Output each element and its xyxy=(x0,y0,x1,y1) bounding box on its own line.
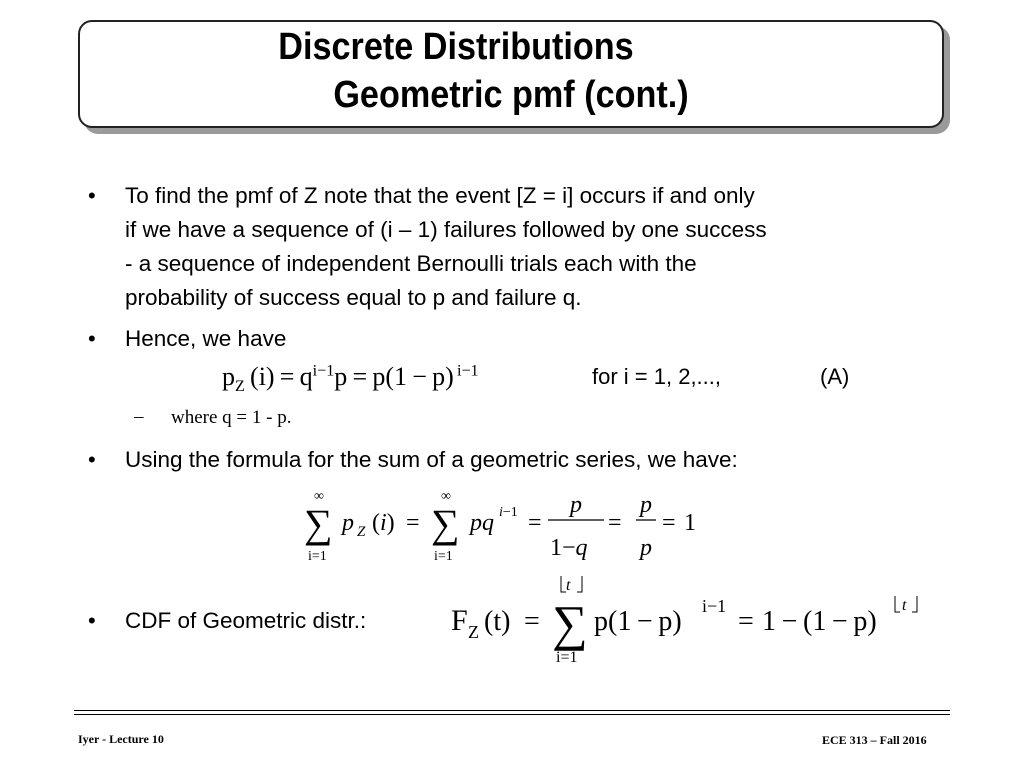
bullet-1-line-3: - a sequence of independent Bernoulli trials each with the xyxy=(125,251,697,276)
svg-text:=: = xyxy=(406,510,420,536)
svg-text:i=1: i=1 xyxy=(308,549,327,564)
sub-bullet-dash: – xyxy=(134,406,144,427)
svg-text:i=1: i=1 xyxy=(556,649,578,666)
bullet-1-line-2: if we have a sequence of (i – 1) failures followed by one success xyxy=(125,217,767,242)
svg-text:∞: ∞ xyxy=(441,489,451,504)
bullet-marker: • xyxy=(88,183,96,208)
pmf-equation: $p_Z$ $(i) = q^{i-1}p = p(1 - p)$ $^{i-1}$ xyxy=(222,362,479,396)
svg-text:F: F xyxy=(451,604,468,637)
svg-text:p: p xyxy=(640,492,652,518)
svg-text:1 − (1 − p): 1 − (1 − p) xyxy=(762,606,877,637)
footer-left: Iyer - Lecture 10 xyxy=(78,732,164,746)
svg-text:∑: ∑ xyxy=(304,501,333,546)
svg-text:i=1: i=1 xyxy=(434,549,453,564)
bullet-marker: • xyxy=(88,608,96,633)
bullet-marker: • xyxy=(88,447,96,472)
svg-text:Z: Z xyxy=(468,622,479,642)
footer-divider xyxy=(74,710,950,711)
svg-text:p(1 − p): p(1 − p) xyxy=(594,606,682,637)
svg-text:p: p xyxy=(342,510,354,536)
svg-text:p: p xyxy=(570,492,582,518)
bullet-2-text: Hence, we have xyxy=(125,326,287,351)
bullet-4-text: CDF of Geometric distr.: xyxy=(125,608,367,633)
svg-text:=: = xyxy=(738,606,754,637)
svg-text:Z: Z xyxy=(357,524,366,540)
sub-bullet-text: where q = 1 - p. xyxy=(171,407,292,428)
slide-title: Discrete Distributions xyxy=(278,26,634,68)
bullet-3-text: Using the formula for the sum of a geometric series, we have: xyxy=(125,447,738,472)
bullet-1-line-4: probability of success equal to p and failure q. xyxy=(125,285,582,310)
slide-subtitle: Geometric pmf (cont.) xyxy=(333,74,689,116)
svg-text:p: p xyxy=(640,535,652,561)
footer-right: ECE 313 – Fall 2016 xyxy=(822,733,927,747)
svg-text:=: = xyxy=(528,510,542,536)
svg-text:∑: ∑ xyxy=(552,595,588,651)
svg-text:=: = xyxy=(662,510,676,536)
svg-text:t: t xyxy=(902,597,907,614)
bullet-marker: • xyxy=(88,326,96,351)
svg-text:(t): (t) xyxy=(484,606,511,637)
svg-text:i−1: i−1 xyxy=(702,596,727,616)
svg-text:(i): (i) xyxy=(372,510,395,536)
svg-text:t: t xyxy=(566,577,571,594)
equation-label: (A) xyxy=(820,364,850,389)
svg-text:1−q: 1−q xyxy=(550,535,588,561)
bullet-1-line-1: To find the pmf of Z note that the event [Z = i] occurs if and only xyxy=(125,183,755,208)
footer-divider xyxy=(74,714,950,715)
svg-text:=: = xyxy=(608,510,622,536)
svg-text:=: = xyxy=(524,606,540,637)
svg-text:∑: ∑ xyxy=(431,501,460,546)
svg-text:1: 1 xyxy=(684,510,696,536)
svg-text:pq: pq xyxy=(470,510,494,536)
pmf-condition: for i = 1, 2,..., xyxy=(592,364,722,389)
svg-text:i−1: i−1 xyxy=(499,505,518,520)
svg-text:∞: ∞ xyxy=(314,489,324,504)
